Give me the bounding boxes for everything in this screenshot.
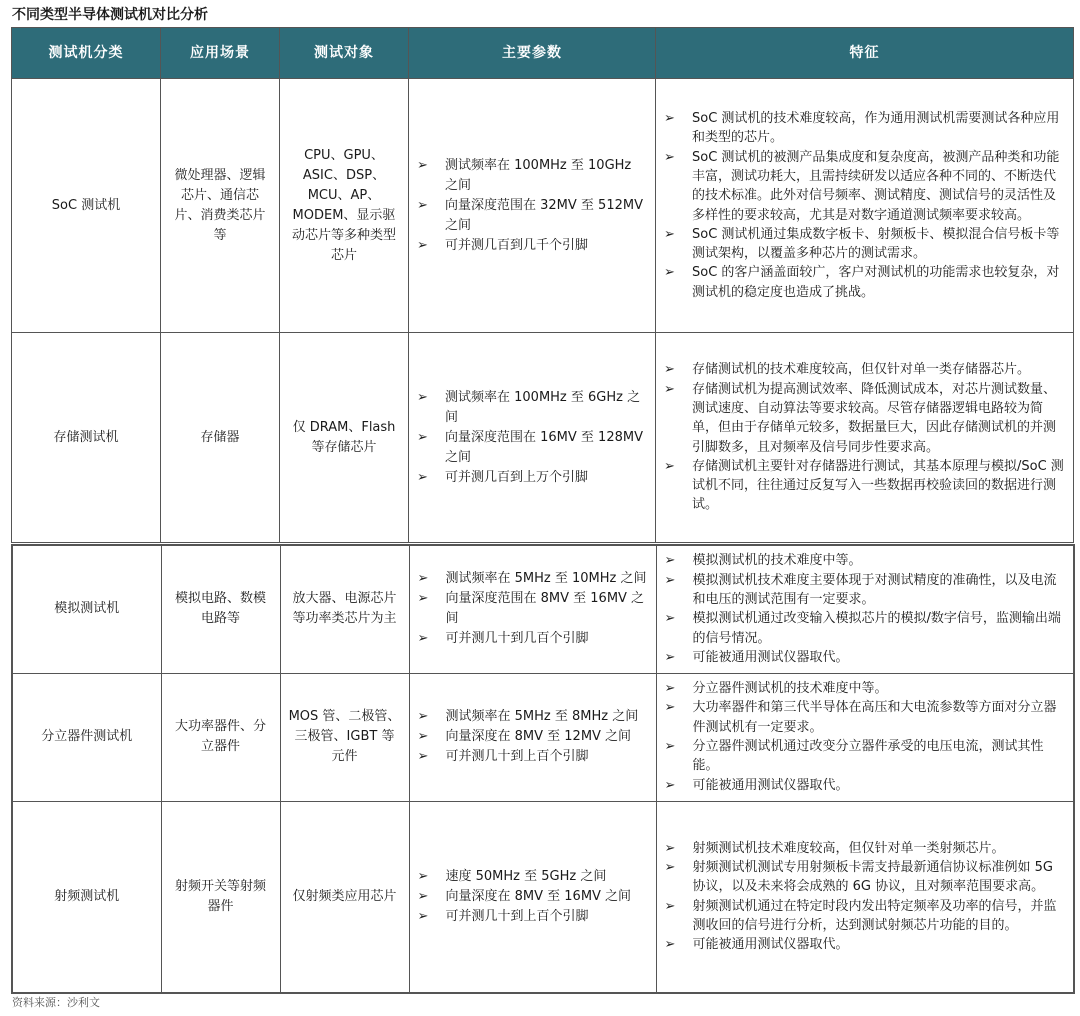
row-features xyxy=(656,79,1074,333)
feature-item: ➢ SoC 测试机的被测产品集成度和复杂度高，被测产品种类和功能丰富，测试功耗大，且需持续研发以适应各种不同的、不断迭代的技术标准。此外对信号频率、测试精度、测试信号的灵活性及多样性的要求较高，尤其是对数字通道测试频率要求较高。 xyxy=(662,148,1065,225)
row-objects: 仅射频类应用芯片 xyxy=(280,801,409,993)
row-features xyxy=(656,333,1074,543)
row-features xyxy=(656,673,1074,801)
feature-item: ➢ 射频测试机测试专用射频板卡需支持最新通信协议标准例如 5G 协议，以及未来将会成熟的 6G 协议，且对频率范围要求高。 xyxy=(663,858,1066,897)
row-features xyxy=(656,545,1074,673)
feature-item: ➢ 分立器件测试机的技术难度中等。 xyxy=(663,679,1066,698)
param-item: ➢ 向量深度范围在 32MV 至 512MV 之间 xyxy=(415,196,647,236)
param-item: ➢ 向量深度在 8MV 至 12MV 之间 xyxy=(416,727,648,747)
param-item: ➢ 向量深度范围在 8MV 至 16MV 之间 xyxy=(416,589,648,629)
feature-item: ➢ 可能被通用测试仪器取代。 xyxy=(663,776,1066,795)
feature-item: ➢ 射频测试机技术难度较高，但仅针对单一类射频芯片。 xyxy=(663,839,1066,858)
header-features: 特征 xyxy=(656,28,1074,79)
param-item: ➢ 可并测几百到上万个引脚 xyxy=(415,468,647,488)
row-params xyxy=(409,801,656,993)
feature-item: ➢ SoC 测试机通过集成数字板卡、射频板卡、模拟混合信号板卡等测试架构，以覆盖多种芯片的测试需求。 xyxy=(662,225,1065,264)
feature-item: ➢ 可能被通用测试仪器取代。 xyxy=(663,648,1066,667)
row-category: 模拟测试机 xyxy=(12,545,161,673)
feature-item: ➢ 大功率器件和第三代半导体在高压和大电流参数等方面对分立器件测试机有一定要求。 xyxy=(663,698,1066,737)
feature-item: ➢ 模拟测试机通过改变输入模拟芯片的模拟/数字信号，监测输出端的信号情况。 xyxy=(663,609,1066,648)
table-row xyxy=(12,333,1074,543)
param-item: ➢ 测试频率在 100MHz 至 6GHz 之间 xyxy=(415,388,647,428)
row-application: 微处理器、逻辑芯片、通信芯片、消费类芯片等 xyxy=(161,79,280,333)
source-note: 资料来源：沙利文 xyxy=(12,996,100,1009)
row-params xyxy=(409,79,656,333)
header-objects: 测试对象 xyxy=(280,28,409,79)
param-item: ➢ 测试频率在 5MHz 至 10MHz 之间 xyxy=(416,569,648,589)
row-category: 分立器件测试机 xyxy=(12,673,161,801)
table-row xyxy=(12,801,1074,993)
feature-item: ➢ SoC 的客户涵盖面较广，客户对测试机的功能需求也较复杂，对测试机的稳定度也造成了挑战。 xyxy=(662,263,1065,302)
row-objects: 仅 DRAM、Flash 等存储芯片 xyxy=(280,333,409,543)
feature-item: ➢ 射频测试机通过在特定时段内发出特定频率及功率的信号，并监测收回的信号进行分析，达到测试射频芯片功能的目的。 xyxy=(663,897,1066,936)
row-application: 存储器 xyxy=(161,333,280,543)
row-category: 存储测试机 xyxy=(12,333,161,543)
row-objects: CPU、GPU、ASIC、DSP、MCU、AP、MODEM、显示驱动芯片等多种类型芯片 xyxy=(280,79,409,333)
comparison-table-bottom xyxy=(11,544,1075,994)
param-item: ➢ 测试频率在 5MHz 至 8MHz 之间 xyxy=(416,707,648,727)
row-category: 射频测试机 xyxy=(12,801,161,993)
param-item: ➢ 可并测几十到上百个引脚 xyxy=(416,747,648,767)
row-params xyxy=(409,333,656,543)
param-item: ➢ 测试频率在 100MHz 至 10GHz 之间 xyxy=(415,156,647,196)
feature-item: ➢ 可能被通用测试仪器取代。 xyxy=(663,935,1066,954)
row-application: 大功率器件、分立器件 xyxy=(161,673,280,801)
comparison-table-top xyxy=(11,27,1074,543)
param-item: ➢ 速度 50MHz 至 5GHz 之间 xyxy=(416,867,648,887)
row-application: 射频开关等射频器件 xyxy=(161,801,280,993)
feature-item: ➢ SoC 测试机的技术难度较高，作为通用测试机需要测试各种应用和类型的芯片。 xyxy=(662,109,1065,148)
row-params xyxy=(409,545,656,673)
feature-item: ➢ 模拟测试机技术难度主要体现于对测试精度的准确性，以及电流和电压的测试范围有一定要求。 xyxy=(663,571,1066,610)
feature-item: ➢ 模拟测试机的技术难度中等。 xyxy=(663,551,1066,570)
header-params: 主要参数 xyxy=(409,28,656,79)
table-row xyxy=(12,673,1074,801)
row-application: 模拟电路、数模电路等 xyxy=(161,545,280,673)
feature-item: ➢ 存储测试机的技术难度较高，但仅针对单一类存储器芯片。 xyxy=(662,360,1065,379)
row-objects: MOS 管、二极管、三极管、IGBT 等元件 xyxy=(280,673,409,801)
feature-item: ➢ 分立器件测试机通过改变分立器件承受的电压电流，测试其性能。 xyxy=(663,737,1066,776)
feature-item: ➢ 存储测试机主要针对存储器进行测试，其基本原理与模拟/SoC 测试机不同，往往通过反复写入一些数据再校验读回的数据进行测试。 xyxy=(662,457,1065,515)
row-objects: 放大器、电源芯片等功率类芯片为主 xyxy=(280,545,409,673)
row-params xyxy=(409,673,656,801)
param-item: ➢ 可并测几百到几千个引脚 xyxy=(415,236,647,256)
table-header-row xyxy=(12,28,1074,79)
row-category: SoC 测试机 xyxy=(12,79,161,333)
header-category: 测试机分类 xyxy=(12,28,161,79)
table-row xyxy=(12,545,1074,673)
param-item: ➢ 可并测几十到上百个引脚 xyxy=(416,907,648,927)
row-features xyxy=(656,801,1074,993)
page-title: 不同类型半导体测试机对比分析 xyxy=(12,7,208,23)
table-row xyxy=(12,79,1074,333)
param-item: ➢ 向量深度在 8MV 至 16MV 之间 xyxy=(416,887,648,907)
feature-item: ➢ 存储测试机为提高测试效率、降低测试成本，对芯片测试数量、测试速度、自动算法等要求较高。尽管存储器逻辑电路较为简单，但由于存储单元较多，数据量巨大，因此存储测试机的并测引脚数多，且对频率及信号同步性要求高。 xyxy=(662,380,1065,457)
header-application: 应用场景 xyxy=(161,28,280,79)
param-item: ➢ 可并测几十到几百个引脚 xyxy=(416,629,648,649)
param-item: ➢ 向量深度范围在 16MV 至 128MV 之间 xyxy=(415,428,647,468)
